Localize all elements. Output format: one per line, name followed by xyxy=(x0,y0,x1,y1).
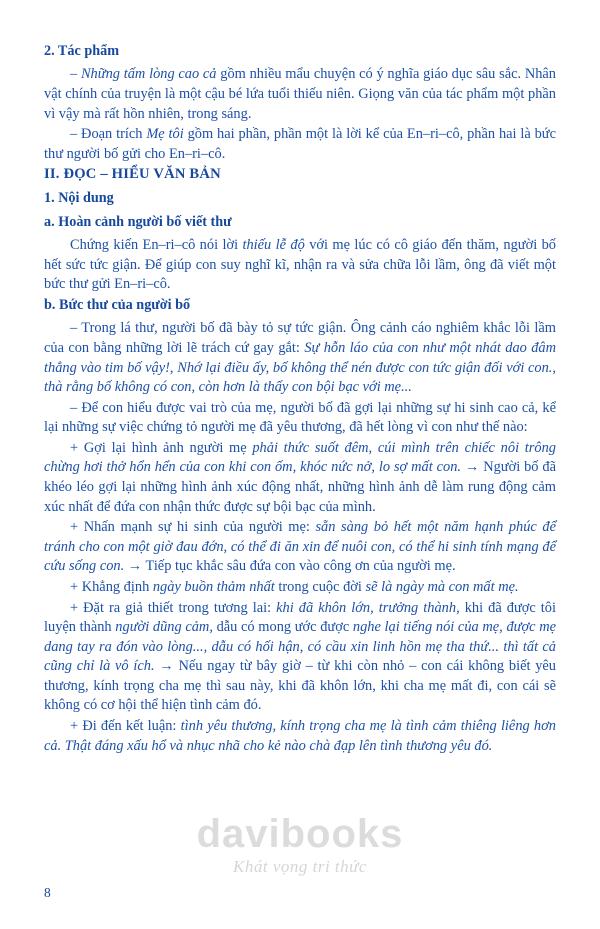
section-heading-noi-dung: 1. Nội dung xyxy=(44,190,114,207)
paragraph-p9 xyxy=(44,599,556,716)
body-text: gồm nhiều mẩu chuyện có ý nghĩa giáo dục sâu sắc. Nhân vật chính của truyện là một cậu bé lứa tuổi thiếu niên. Giọng văn của tác phẩm một phần vì vậy mà rất hồn nhiên, trong sáng. xyxy=(44,66,556,122)
page-number: 8 xyxy=(44,885,51,900)
body-text: – Đoạn trích xyxy=(70,126,147,143)
body-text: → Nếu ngay từ bây giờ – từ khi còn nhỏ – con cái không biết yêu thương, kính trọng cha mẹ thì sau này, khi đã khôn lớn, khi cha mẹ mất đi, con cái sẽ không có cơ hội thể hiện tình cảm đó. xyxy=(44,658,556,714)
body-text: dẫu có mong ước được xyxy=(212,619,353,636)
paragraph-p7 xyxy=(44,518,556,577)
paragraph-p4 xyxy=(44,319,556,397)
document-body xyxy=(44,42,556,756)
body-text: với mẹ lúc có cô giáo đến thăm, người bố hết sức tức giận. Để giúp con suy nghĩ kĩ, nhận ra và sửa chữa lỗi lầm, ông đã viết một bức thư gửi En–ri–cô. xyxy=(44,237,556,293)
paragraph-p5 xyxy=(44,399,556,438)
emphasis-text: người dũng cảm, xyxy=(115,619,213,636)
section-heading-doc-hieu: II. ĐỌC – HIỂU VĂN BẢN xyxy=(44,166,221,183)
emphasis-text: khi đã khôn lớn, trưởng thành, xyxy=(276,599,460,616)
body-text: + Khẳng định xyxy=(70,578,153,595)
body-text: → Tiếp tục khắc sâu đứa con vào công ơn của người mẹ. xyxy=(124,558,456,575)
body-text: – Để con hiểu được vai trò của mẹ, người bố đã gợi lại những sự hi sinh cao cả, kể lại những sự việc chứng tỏ người mẹ đã yêu thương, đã hết lòng vì con như thế nào: xyxy=(44,399,556,436)
body-text: – Trong lá thư, người bố đã bày tỏ sự tức giận. Ông cảnh cáo nghiêm khắc lỗi lầm của con bằng những lời lẽ trách cứ gay gắt: xyxy=(44,320,556,356)
emphasis-text: phải thức suốt đêm, cúi mình trên chiếc nôi trông chừng hơi thở hổn hển của con khi con ốm, khóc nức nở, lo sợ mất con. xyxy=(44,439,556,476)
body-text: gồm hai phần, phần một là lời kể của En–ri–cô, phần hai là bức thư người bố gửi cho En–ri–cô. xyxy=(44,126,556,162)
body-text: trong cuộc đời xyxy=(274,578,366,595)
emphasis-text: sẵn sàng bỏ hết một năm hạnh phúc để tránh cho con một giờ đau đớn, có thể đi ăn xin để nuôi con, có thể hi sinh tính mạng để cứu sống con. xyxy=(44,519,556,575)
body-text: khi đã được tôi luyện thành xyxy=(44,599,556,636)
paragraph-p1 xyxy=(44,65,556,124)
body-text: + Nhấn mạnh sự hi sinh của người mẹ: xyxy=(70,519,316,536)
paragraph-p3 xyxy=(44,236,556,295)
emphasis-text: nghe lại tiếng nói của mẹ, được mẹ dang tay ra đón vào lòng..., dẫu có hối hận, có cầu xin linh hồn mẹ tha thứ... thì tất cả cũng chỉ là vô ích. xyxy=(44,619,557,675)
body-text: + Đặt ra giả thiết trong tương lai: xyxy=(70,599,277,616)
body-text: – xyxy=(70,66,81,83)
paragraph-p10 xyxy=(44,717,556,756)
body-text: Chứng kiến En–ri–cô nói lời xyxy=(70,237,243,254)
paragraph-p6 xyxy=(44,439,556,517)
section-heading-buc-thu: b. Bức thư của người bố xyxy=(44,296,191,313)
emphasis-text: sẽ là ngày mà con mất mẹ. xyxy=(365,578,519,595)
emphasis-text: Những tấm lòng cao cả xyxy=(80,66,217,83)
paragraph-p8 xyxy=(44,578,556,598)
emphasis-text: Sự hỗn láo của con như một nhát dao đâm thẳng vào tim bố vậy!, Nhớ lại điều ấy, bố không thể nén được con tức giận đối với con., thà rằng bố không có con, còn hơn là thấy con bội bạc với mẹ... xyxy=(44,339,557,396)
emphasis-text: ngày buồn thảm nhất xyxy=(152,578,275,595)
watermark-tagline: Khát vọng tri thức xyxy=(233,857,367,876)
section-heading-tac-pham: 2. Tác phẩm xyxy=(44,43,120,59)
body-text: + Đi đến kết luận: xyxy=(70,717,181,734)
emphasis-text: thiếu lễ độ xyxy=(242,237,305,254)
body-text: + Gợi lại hình ảnh người mẹ xyxy=(70,439,253,456)
section-heading-hoan-canh: a. Hoàn cảnh người bố viết thư xyxy=(44,213,232,230)
watermark-brand: davibooks xyxy=(196,812,404,856)
body-text: → Người bố đã khéo léo gợi lại những hình ảnh xúc động nhất, những hình ảnh dễ làm rung động cảm xúc nhất để đứa con nhận thức được sự bội bạc của mình. xyxy=(44,459,556,515)
paragraph-p2 xyxy=(44,125,556,164)
emphasis-text: tình yêu thương, kính trọng cha mẹ là tình cảm thiêng liêng hơn cả. Thật đáng xấu hổ và nhục nhã cho kẻ nào chà đạp lên tình thương yêu đó. xyxy=(44,717,556,754)
emphasis-text: Mẹ tôi xyxy=(146,126,184,143)
